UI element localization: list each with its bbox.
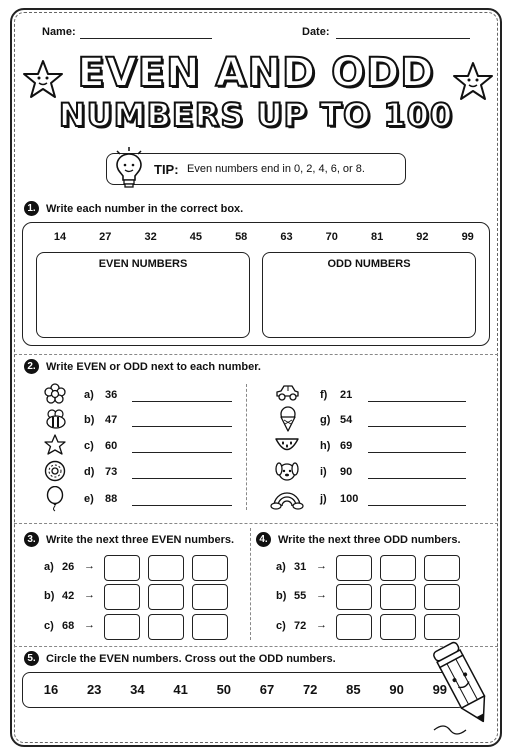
q2-item-letter: h) bbox=[320, 440, 331, 452]
q1-number-item: 27 bbox=[99, 231, 112, 243]
q2-answer-line[interactable] bbox=[132, 452, 232, 453]
q2-item-value: 21 bbox=[340, 389, 353, 401]
q5-number-item[interactable]: 41 bbox=[173, 682, 188, 697]
q2-item-letter: f) bbox=[320, 389, 328, 401]
q3-row-letter: c) bbox=[44, 620, 54, 632]
star-icon bbox=[44, 434, 66, 456]
q4-instruction: Write the next three ODD numbers. bbox=[278, 534, 461, 546]
q1-instruction: Write each number in the correct box. bbox=[46, 203, 244, 215]
q3-answer-box[interactable] bbox=[192, 555, 228, 581]
q5-number-item[interactable]: 23 bbox=[86, 682, 102, 697]
q2-answer-line[interactable] bbox=[368, 478, 466, 479]
q2-answer-line[interactable] bbox=[132, 505, 232, 506]
q4-row-value: 72 bbox=[294, 620, 307, 632]
q1-number-item: 99 bbox=[461, 231, 474, 243]
q2-answer-line[interactable] bbox=[368, 401, 466, 402]
q3-row-value: 26 bbox=[62, 561, 75, 573]
name-line[interactable] bbox=[80, 38, 212, 39]
q2-item-value: 69 bbox=[340, 440, 353, 452]
q5-number-item[interactable]: 50 bbox=[216, 682, 232, 697]
q3-answer-box[interactable] bbox=[148, 555, 184, 581]
q2-item-letter: a) bbox=[84, 389, 94, 401]
q4-row-letter: b) bbox=[276, 590, 287, 602]
q5-number-item[interactable]: 72 bbox=[302, 682, 318, 697]
q3-answer-box[interactable] bbox=[148, 614, 184, 640]
q4-answer-box[interactable] bbox=[336, 584, 372, 610]
donut-icon bbox=[44, 460, 66, 482]
pencil-mascot-icon bbox=[430, 634, 500, 740]
q1-number: 1. bbox=[24, 201, 39, 216]
q2-item-value: 60 bbox=[105, 440, 118, 452]
q2-item-letter: g) bbox=[320, 414, 331, 426]
q5-number-item[interactable]: 85 bbox=[346, 682, 361, 697]
q2-answer-line[interactable] bbox=[132, 401, 232, 402]
date-label: Date: bbox=[302, 26, 330, 38]
q2-item-value: 47 bbox=[105, 414, 118, 426]
q4-row-letter: a) bbox=[276, 561, 286, 573]
q2-item-value: 90 bbox=[340, 466, 353, 478]
q4-answer-box[interactable] bbox=[336, 614, 372, 640]
q4-answer-box[interactable] bbox=[380, 614, 416, 640]
q2-item-value: 54 bbox=[340, 414, 353, 426]
odd-box-title: ODD NUMBERS bbox=[327, 258, 411, 270]
rainbow-icon bbox=[270, 488, 304, 510]
q1-number-item: 81 bbox=[370, 231, 384, 243]
q1-number-item: 70 bbox=[325, 231, 338, 243]
q4-number: 4. bbox=[256, 532, 271, 547]
q2-item-letter: b) bbox=[84, 414, 95, 426]
q5-number-item[interactable]: 34 bbox=[130, 682, 145, 697]
q3-answer-box[interactable] bbox=[192, 584, 228, 610]
q4-answer-box[interactable] bbox=[380, 555, 416, 581]
arrow-icon: → bbox=[84, 589, 95, 601]
title-line-1: EVEN AND ODD bbox=[77, 50, 435, 96]
bee-icon bbox=[44, 408, 68, 430]
q3-row-value: 68 bbox=[62, 620, 75, 632]
puppy-icon bbox=[275, 460, 299, 482]
divider-2 bbox=[14, 523, 498, 524]
q2-answer-line[interactable] bbox=[132, 478, 232, 479]
q4-row-value: 31 bbox=[294, 561, 307, 573]
arrow-icon: → bbox=[316, 560, 327, 572]
flower-icon bbox=[44, 383, 66, 405]
title-line-2: NUMBERS UP TO 100 bbox=[58, 96, 454, 134]
tip-text: Even numbers end in 0, 2, 4, 6, or 8. bbox=[187, 163, 365, 175]
q3-row-letter: a) bbox=[44, 561, 54, 573]
q2-item-value: 88 bbox=[105, 493, 118, 505]
q5-number: 5. bbox=[24, 651, 39, 666]
q3-answer-box[interactable] bbox=[104, 614, 140, 640]
q4-answer-box[interactable] bbox=[424, 555, 460, 581]
q3-q4-divider bbox=[250, 528, 251, 640]
q2-item-value: 100 bbox=[340, 493, 359, 505]
q3-row-value: 42 bbox=[62, 590, 75, 602]
ice-cream-icon bbox=[278, 406, 298, 432]
q2-item-value: 36 bbox=[105, 389, 118, 401]
q2-item-letter: i) bbox=[320, 466, 327, 478]
balloon-icon bbox=[45, 486, 65, 512]
q2-instruction: Write EVEN or ODD next to each number. bbox=[46, 361, 261, 373]
q1-number-item: 58 bbox=[235, 231, 248, 243]
q5-number-item[interactable]: 99 bbox=[432, 682, 448, 697]
arrow-icon: → bbox=[316, 589, 327, 601]
q1-number-item: 14 bbox=[53, 231, 67, 243]
q3-answer-box[interactable] bbox=[104, 584, 140, 610]
q3-row-letter: b) bbox=[44, 590, 55, 602]
q5-number-item[interactable]: 67 bbox=[259, 682, 275, 697]
q4-answer-box[interactable] bbox=[424, 584, 460, 610]
watermelon-icon bbox=[274, 436, 300, 454]
q4-answer-box[interactable] bbox=[336, 555, 372, 581]
q1-number-item: 45 bbox=[189, 231, 203, 243]
q2-item-letter: c) bbox=[84, 440, 94, 452]
date-line[interactable] bbox=[336, 38, 470, 39]
q3-answer-box[interactable] bbox=[104, 555, 140, 581]
arrow-icon: → bbox=[84, 560, 95, 572]
q5-instruction: Circle the EVEN numbers. Cross out the ODD numbers. bbox=[46, 653, 336, 665]
q2-answer-line[interactable] bbox=[368, 426, 466, 427]
even-box-title: EVEN NUMBERS bbox=[98, 258, 188, 270]
lightbulb-icon bbox=[112, 146, 146, 190]
q2-item-value: 73 bbox=[105, 466, 118, 478]
q4-row-letter: c) bbox=[276, 620, 286, 632]
q5-number-item[interactable]: 90 bbox=[389, 682, 404, 697]
tip-label: TIP: bbox=[154, 162, 179, 177]
q2-number: 2. bbox=[24, 359, 39, 374]
q2-answer-line[interactable] bbox=[132, 426, 232, 427]
q2-column-divider bbox=[246, 384, 247, 510]
q1-number-item: 92 bbox=[416, 231, 429, 243]
q4-row-value: 55 bbox=[294, 590, 307, 602]
q2-item-letter: d) bbox=[84, 466, 95, 478]
car-icon bbox=[274, 383, 300, 403]
q1-number-item: 32 bbox=[144, 231, 157, 243]
q4-answer-box[interactable] bbox=[380, 584, 416, 610]
arrow-icon: → bbox=[316, 619, 327, 631]
arrow-icon: → bbox=[84, 619, 95, 631]
q5-number-item[interactable]: 16 bbox=[43, 682, 59, 697]
q3-answer-box[interactable] bbox=[192, 614, 228, 640]
q2-item-letter: j) bbox=[320, 493, 327, 505]
divider-3 bbox=[14, 646, 498, 647]
q2-item-letter: e) bbox=[84, 493, 94, 505]
q1-number-item: 63 bbox=[280, 231, 293, 243]
q3-instruction: Write the next three EVEN numbers. bbox=[46, 534, 235, 546]
q2-answer-line[interactable] bbox=[368, 505, 466, 506]
name-label: Name: bbox=[42, 26, 76, 38]
q3-number: 3. bbox=[24, 532, 39, 547]
q3-answer-box[interactable] bbox=[148, 584, 184, 610]
divider-1 bbox=[14, 354, 498, 355]
q2-answer-line[interactable] bbox=[368, 452, 466, 453]
